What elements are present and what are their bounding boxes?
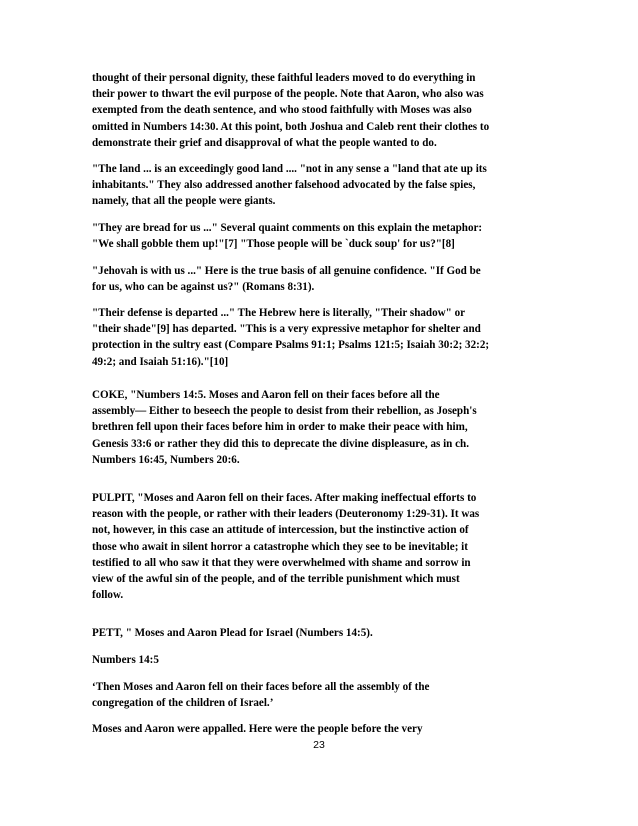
text-line: "their shade"[9] has departed. "This is a very expressive metaphor for shelter and — [92, 323, 481, 336]
text-line: thought of their personal dignity, these faithful leaders moved to do everything in — [92, 72, 476, 84]
text-line: "They are bread for us ..." Several quaint comments on this explain the metaphor: — [92, 222, 483, 234]
text-line: reason with the people, or rather with their leaders (Deuteronomy 1:29-31). It was — [92, 508, 480, 521]
paragraph-pett-heading — [92, 625, 373, 641]
text-line: those who await in silent horror a catastrophe which they see to be inevitable; it — [92, 540, 468, 553]
paragraph-moses-appalled — [92, 721, 423, 737]
paragraph-jehovah-with-us — [92, 263, 481, 295]
text-line: "Their defense is departed ..." The Hebrew here is literally, "Their shadow" or — [92, 307, 466, 319]
text-line: congregation of the children of Israel.’ — [92, 697, 274, 710]
paragraph-coke-commentary — [92, 387, 477, 468]
text-line: Moses and Aaron were appalled. Here were the people before the very — [92, 723, 423, 735]
text-line: Numbers 16:45, Numbers 20:6. — [92, 453, 240, 466]
paragraph-verse-reference — [92, 652, 159, 668]
text-line: assembly— Either to beseech the people to desist from their rebellion, as Joseph's — [92, 405, 477, 418]
text-line: follow. — [92, 589, 124, 602]
text-line: omitted in Numbers 14:30. At this point, both Joshua and Caleb rent their clothes to — [92, 120, 490, 133]
text-line: "Jehovah is with us ..." Here is the true basis of all genuine confidence. "If God be — [92, 265, 481, 277]
text-line: 49:2; and Isaiah 51:16)."[10] — [92, 355, 229, 368]
text-line: Numbers 14:5 — [92, 654, 159, 666]
text-line: PETT, " Moses and Aaron Plead for Israel (Numbers 14:5). — [92, 627, 373, 639]
text-line: not, however, in this case an attitude of intercession, but the instinctive action of — [92, 524, 469, 537]
text-line: brethren fell upon their faces before him in order to make their peace with him, — [92, 421, 468, 434]
paragraph-pulpit-commentary — [92, 490, 479, 603]
paragraph-good-land — [92, 161, 487, 210]
text-line: inhabitants." They also addressed another falsehood advocated by the false spies, — [92, 179, 476, 192]
paragraph-bread-for-us — [92, 220, 482, 252]
paragraph-verse-quote — [92, 679, 429, 711]
paragraph-defense-departed — [92, 305, 489, 370]
paragraph-leaders-dignity — [92, 70, 489, 151]
text-line: demonstrate their grief and disapproval of what the people wanted to do. — [92, 136, 437, 149]
page-number: 23 — [313, 739, 325, 751]
text-line: ‘Then Moses and Aaron fell on their faces before all the assembly of the — [92, 681, 430, 693]
text-line: testified to all who saw it that they were overwhelmed with shame and sorrow in — [92, 556, 471, 569]
text-line: "The land ... is an exceedingly good land .... "not in any sense a "land that ate up its — [92, 163, 487, 175]
text-line: view of the awful sin of the people, and of the terrible punishment which must — [92, 573, 460, 586]
text-line: PULPIT, "Moses and Aaron fell on their faces. After making ineffectual efforts to — [92, 492, 477, 504]
text-line: namely, that all the people were giants. — [92, 195, 276, 208]
text-line: for us, who can be against us?" (Romans 8:31). — [92, 281, 315, 294]
text-line: Genesis 33:6 or rather they did this to deprecate the divine displeasure, as in ch. — [92, 437, 469, 450]
text-line: their power to thwart the evil purpose of the people. Note that Aaron, who also was — [92, 88, 484, 101]
text-line: protection in the sultry east (Compare Psalms 91:1; Psalms 121:5; Isaiah 30:2; 32:2; — [92, 339, 490, 352]
text-line: "We shall gobble them up!"[7] "Those people will be `duck soup' for us?"[8] — [92, 238, 455, 251]
text-line: exempted from the death sentence, and who stood faithfully with Moses was also — [92, 104, 472, 117]
text-line: COKE, "Numbers 14:5. Moses and Aaron fell on their faces before all the — [92, 389, 440, 401]
